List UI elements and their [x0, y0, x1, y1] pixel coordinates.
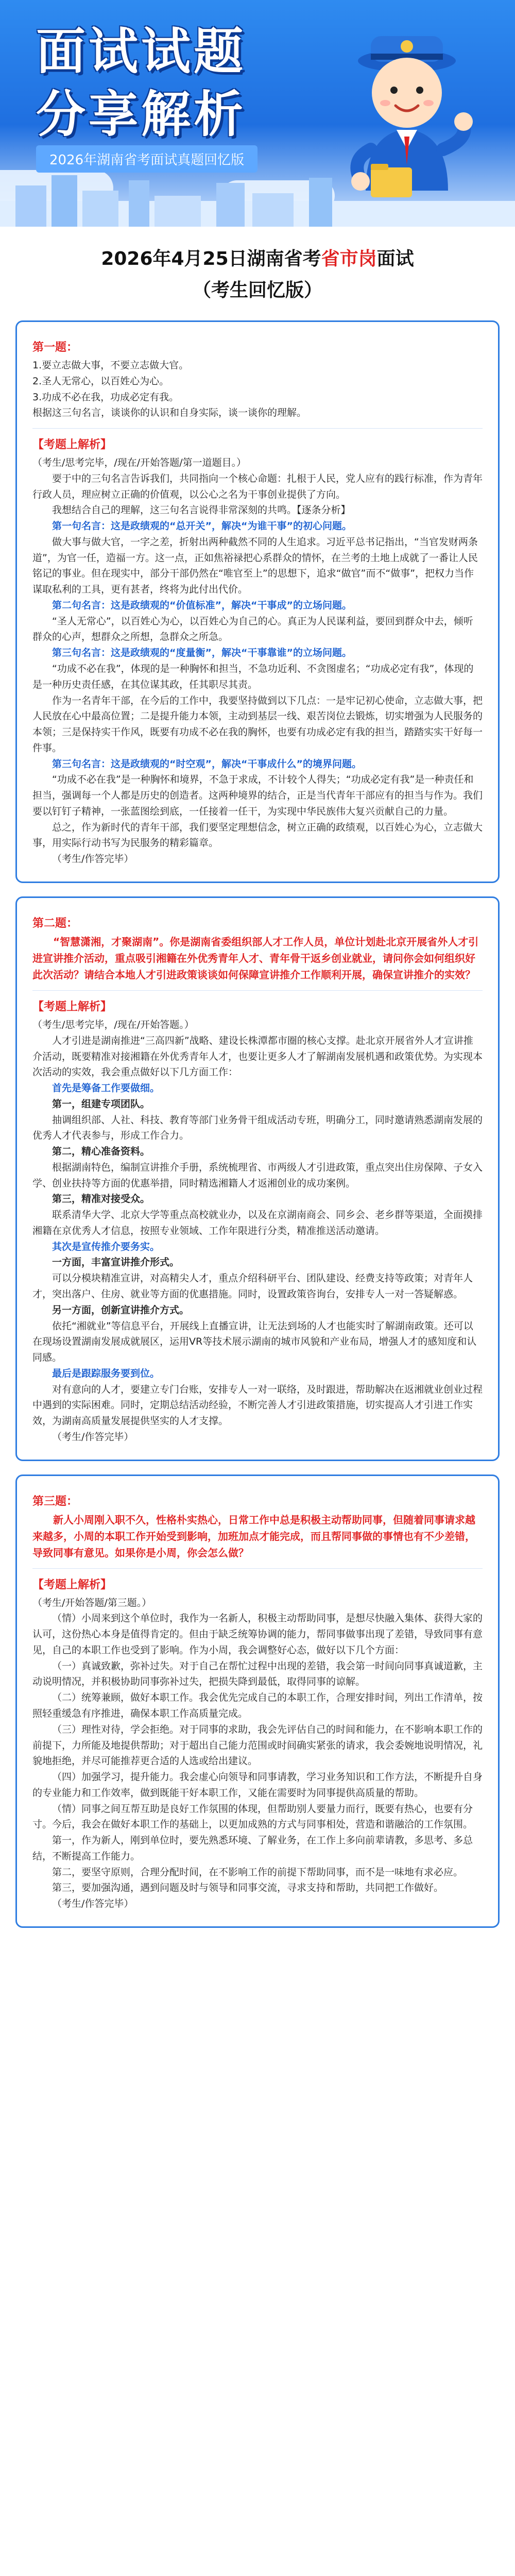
divider	[32, 428, 483, 429]
answer-subheading: 首先是筹备工作要做细。	[52, 1082, 160, 1094]
divider	[32, 990, 483, 991]
answer-paragraph: 作为一名青年干部，在今后的工作中，我要坚持做到以下几点：一是牢记初心使命，立志做大事，把人民放在心中最高位置；二是提升能力本领，主动到基层一线、艰苦岗位去锻炼，切实增强为人民服务的本领；三是保持实干作风，既要有功成不必在我的胸怀，也要有功成必定有我的担当，踏踏实实干好每一件事。	[32, 694, 483, 754]
answer-subheading: 其次是宣传推介要务实。	[52, 1241, 160, 1252]
answer-paragraph: 抽调组织部、人社、科技、教育等部门业务骨干组成活动专班，明确分工，同时邀请熟悉湖南发展的优秀人才代表参与，形成工作合力。	[32, 1114, 483, 1142]
analysis-label: 【考题上解析】	[32, 1578, 112, 1591]
heading-line2: （考生回忆版）	[192, 280, 322, 301]
answer-paragraph: （三）理性对待，学会拒绝。对于同事的求助，我会先评估自己的时间和能力，在不影响本职工作的前提下，力所能及地提供帮助；对于超出自己能力范围或时间确实紧张的请求，我会委婉地说明情况，礼貌地拒绝，并尽可能推荐更合适的人选或给出建议。	[32, 1723, 483, 1767]
answer-paragraph: 第三，要加强沟通，遇到问题及时与领导和同事交流，寻求支持和帮助，共同把工作做好。	[52, 1882, 444, 1894]
answer-subheading: 第一句名言：这是政绩观的“总开关”，解决“为谁干事”的初心问题。	[52, 520, 352, 532]
question-ask: 根据这三句名言，谈谈你的认识和自身实际，谈一谈你的理解。	[32, 407, 307, 419]
answer-paragraph: “圣人无常心”，以百姓心为心，以百姓心为自己的心。真正为人民谋利益，要回到群众中去，倾听群众的心声，想群众之所想，急群众之所急。	[32, 615, 473, 643]
question-text: 新人小周刚入职不久，性格朴实热心，日常工作中总是积极主动帮助同事，但随着同事请求越来越多，小周的本职工作开始受到影响，加班加点才能完成，而且帮同事做的事情也有不少差错，导致同事有意见。如果你是小周，你会怎么做？	[32, 1513, 475, 1559]
banner-subtitle: 2026年湖南省考面试真题回忆版	[36, 145, 258, 173]
banner-title-line1: 面试试题	[36, 23, 246, 80]
answer-point: 一方面，丰富宣讲推介形式。	[52, 1257, 180, 1268]
heading-highlight: 省市岗	[321, 248, 377, 269]
answer-subheading: 第三句名言：这是政绩观的“度量衡”，解决“干事靠谁”的立场问题。	[52, 647, 352, 659]
answer-paragraph: 总之，作为新时代的青年干部，我们要坚定理想信念，树立正确的政绩观，以百姓心为心，立志做大事，用实际行动书写为民服务的精彩篇章。	[32, 821, 483, 849]
answer-point: 第二，精心准备资料。	[52, 1146, 150, 1158]
answer-paragraph: 根据湖南特色，编制宣讲推介手册，系统梳理省、市两级人才引进政策，重点突出住房保障、子女入学、创业扶持等方面的优惠举措，同时精选湘籍人才返湘创业的成功案例。	[32, 1161, 483, 1189]
answer-end-note: （考生/作答完毕）	[52, 1431, 134, 1443]
analysis-label: 【考题上解析】	[32, 438, 112, 452]
quote-line: 1.要立志做大事，不要立志做大官。	[32, 360, 189, 371]
answer-point: 另一方面，创新宣讲推介方式。	[52, 1304, 190, 1316]
question-card-3	[15, 1475, 500, 1928]
divider	[32, 1568, 483, 1569]
page-heading	[0, 227, 515, 307]
quote-line: 2.圣人无常心，以百姓心为心。	[32, 375, 169, 387]
answer-paragraph: 依托“湘就业”等信息平台，开展线上直播宣讲，让无法到场的人才也能实时了解湖南政策。还可以在现场设置湖南发展成就展区，运用VR等技术展示湖南的城市风貌和产业布局，增强人才的感知度和认同感。	[32, 1320, 477, 1364]
question-text: “智慧潇湘，才聚湖南”。你是湖南省委组织部人才工作人员，单位计划赴北京开展省外人才引进宣讲推介活动，重点吸引湘籍在外优秀青年人才、青年骨干返乡创业就业，请问你会如何组织好此次活动？请结合本地人才引进政策谈谈如何保障宣讲推介工作顺利开展，确保宣讲推介的实效？	[32, 935, 479, 981]
cartoon-mascot-icon	[330, 21, 484, 216]
answer-paragraph: （四）加强学习，提升能力。我会虚心向领导和同事请教，学习业务知识和工作方法，不断提升自身的专业能力和工作效率，做到既能干好本职工作，又能在需要时为同事提供高质量的帮助。	[32, 1771, 483, 1799]
type-note: （考生/开始答题/第三题。）	[32, 1597, 152, 1608]
answer-paragraph: “功成不必在我”，体现的是一种胸怀和担当，不急功近利、不贪图虚名；“功成必定有我”，体现的是一种历史责任感，在其位谋其政，任其职尽其责。	[32, 663, 474, 690]
answer-paragraph: 第一，作为新人，刚到单位时，要先熟悉环境、了解业务，在工作上多向前辈请教，多思考、多总结，不断提高工作能力。	[32, 1835, 473, 1862]
answer-paragraph: 第二，要坚守原则，合理分配时间，在不影响工作的前提下帮助同事，而不是一味地有求必应。	[52, 1866, 464, 1878]
answer-point: 第一，组建专项团队。	[52, 1098, 150, 1110]
answer-end-note: （考生/作答完毕）	[52, 1898, 134, 1910]
answer-paragraph: 对有意向的人才，要建立专门台账，安排专人一对一联络，及时跟进，帮助解决在返湘就业创业过程中遇到的实际困难。同时，定期总结活动经验，不断完善人才引进政策措施，切实提高人才引进工作实效，为湖南高质量发展提供坚实的人才支撑。	[32, 1383, 483, 1427]
quote-line: 3.功成不必在我，功成必定有我。	[32, 391, 179, 403]
answer-paragraph: 我想结合自己的理解，这三句名言说得非常深刻的共鸣。【逐条分析】	[52, 504, 351, 516]
question-card-1	[15, 320, 500, 883]
answer-paragraph: 要于中的三句名言告诉我们，共同指向一个核心命题：扎根于人民，党人应有的践行标准，作为青年行政人员，理应树立正确的价值观，以公心之名为干事创业提供了方向。	[32, 472, 483, 500]
type-note: （考生/思考完毕，/现在/开始答题。）	[32, 1019, 194, 1030]
question-label: 第三题：	[32, 1495, 78, 1508]
question-card-2	[15, 896, 500, 1461]
answer-paragraph: 人才引进是湖南推进“三高四新”战略、建设长株潭都市圈的核心支撑。赴北京开展省外人才宣讲推介活动，既要精准对接湘籍在外优秀青年人才，也要让更多人才了解湖南发展机遇和政策优势。为实现本次活动的实效，我会重点做好以下几方面工作：	[32, 1035, 483, 1078]
answer-paragraph: （情）同事之间互帮互助是良好工作氛围的体现，但帮助别人要量力而行，既要有热心，也要有分寸。今后，我会在做好本职工作的基础上，以更加成熟的方式与同事相处，营造和谐融洽的工作氛围。	[32, 1803, 473, 1831]
answer-paragraph: 可以分模块精准宣讲，对高精尖人才，重点介绍科研平台、团队建设、经费支持等政策；对青年人才，突出落户、住房、就业等方面的优惠措施。同时，设置政策咨询台，安排专人一对一答疑解惑。	[32, 1273, 473, 1300]
answer-paragraph: （情）小周来到这个单位时，我作为一名新人，积极主动帮助同事，是想尽快融入集体、获得大家的认可，这份热心本身是值得肯定的。但由于缺乏统筹协调的能力，帮同事做事出现了差错，导致同事有意见，自己的本职工作也受到了影响。作为小周，我会调整好心态，做好以下几个方面：	[32, 1613, 483, 1656]
type-note: （考生/思考完毕，/现在/开始答题/第一道题目。）	[32, 457, 247, 469]
answer-paragraph: “功成不必在我”是一种胸怀和境界，不急于求成，不计较个人得失；“功成必定有我”是一种责任和担当，强调每一个人都是历史的创造者。这两种境界的结合，正是当代青年干部应有的担当与作为。我们要以钉钉子精神，一张蓝图绘到底，一任接着一任干，为实现中华民族伟大复兴贡献自己的力量。	[32, 774, 483, 817]
answer-paragraph: 做大事与做大官，一字之差，折射出两种截然不同的人生追求。习近平总书记指出，“当官发财两条道”，为官一任，造福一方。这一点，正如焦裕禄把心系群众的情怀，在兰考的土地上成就了一番让人民铭记的事业。但在现实中，部分干部仍然在“唯官至上”的思想下，追求“做官”而不“做事”，把权力当作谋取私利的工具，更有甚者，终将为此付出代价。	[32, 536, 478, 596]
answer-subheading: 第二句名言：这是政绩观的“价值标准”，解决“干事成”的立场问题。	[52, 599, 352, 611]
answer-subheading: 第三句名言：这是政绩观的“时空观”，解决“干事成什么”的境界问题。	[52, 758, 362, 770]
heading-prefix: 2026年4月25日湖南省考	[101, 248, 321, 269]
heading-suffix: 面试	[376, 248, 414, 269]
answer-paragraph: 联系清华大学、北京大学等重点高校就业办，以及在京湖南商会、同乡会、老乡群等渠道，全面摸排湘籍在京优秀人才信息，按照专业领域、工作年限进行分类，精准推送活动邀请。	[32, 1209, 483, 1236]
banner-title-line2: 分享解析	[36, 86, 246, 143]
heading-line1	[10, 244, 505, 270]
answer-point: 第三，精准对接受众。	[52, 1193, 150, 1205]
answer-end-note: （考生/作答完毕）	[52, 853, 134, 865]
answer-subheading: 最后是跟踪服务要到位。	[52, 1367, 160, 1379]
answer-paragraph: （二）统筹兼顾，做好本职工作。我会优先完成自己的本职工作，合理安排时间，列出工作清单，按照轻重缓急有序推进，确保本职工作高质量完成。	[32, 1692, 483, 1719]
question-label: 第二题：	[32, 917, 78, 930]
answer-paragraph: （一）真诚致歉，弥补过失。对于自己在帮忙过程中出现的差错，我会第一时间向同事真诚道歉，主动说明情况，并积极协助同事弥补过失，把损失降到最低，取得同事的谅解。	[32, 1660, 483, 1688]
analysis-label: 【考题上解析】	[32, 1000, 112, 1013]
banner	[0, 0, 515, 227]
question-label: 第一题：	[32, 341, 78, 354]
